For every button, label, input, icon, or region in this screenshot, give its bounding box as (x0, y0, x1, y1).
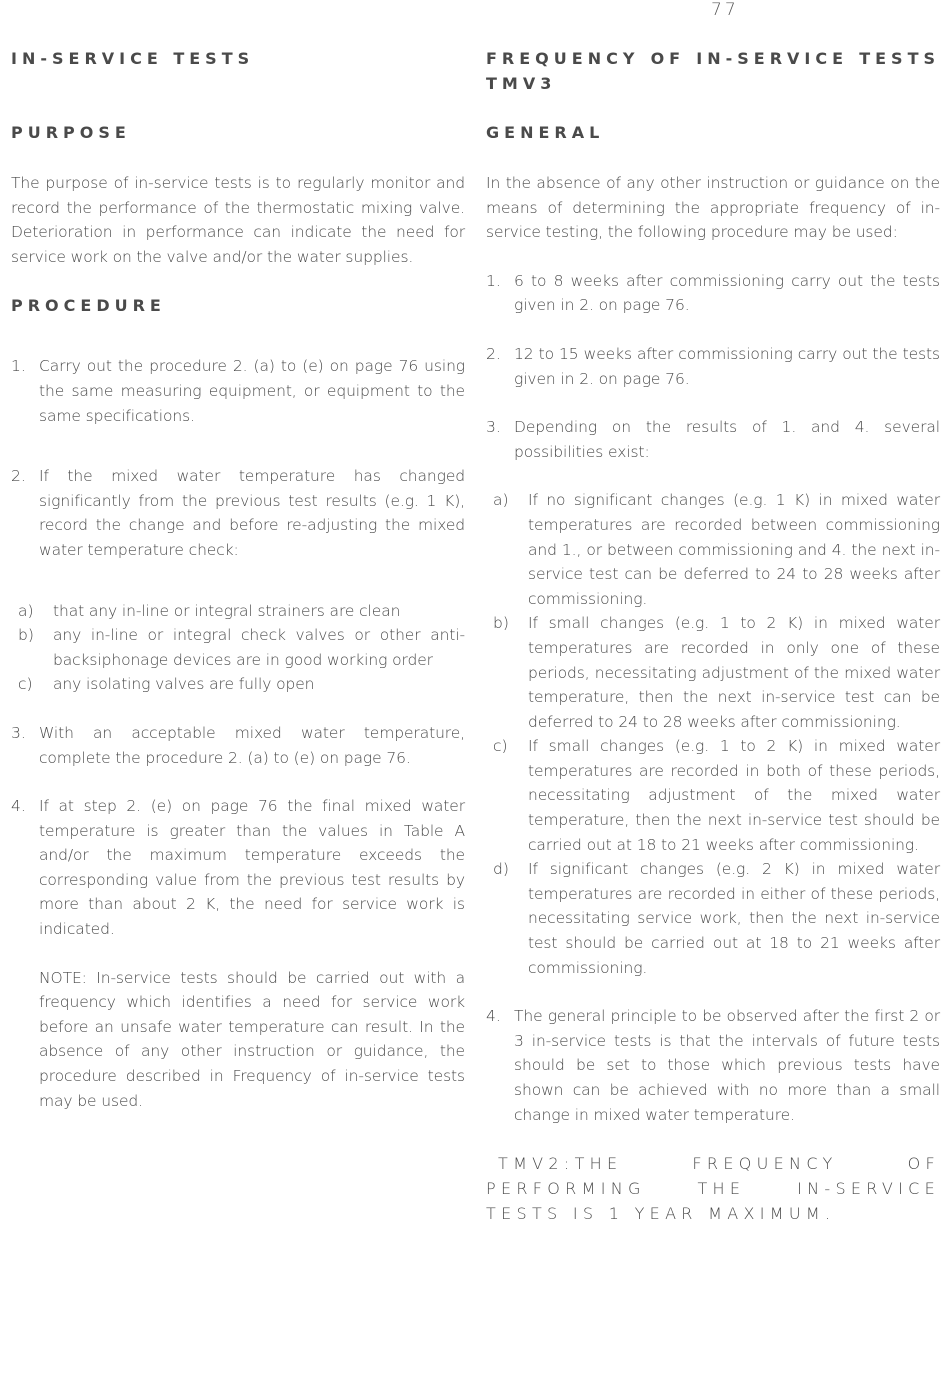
right-column (486, 46, 940, 1226)
purpose-text: The purpose of in-service tests is to regularly monitor and record the performance of the thermostatic mixing valve. Deterioration in performance can indicate the need for service work on the valve and/or the water supplies. (11, 174, 465, 266)
sub-list-text: any in-line or integral check valves or other anti-backsiphonage devices are in good working order (53, 626, 465, 669)
list-text: The general principle to be observed after the first 2 or 3 in-service tests is that the intervals of future tests should be set to those which previous tests have shown can be achieved with no more than a small change in mixed water temperature. (514, 1007, 940, 1124)
list-text: Depending on the results of 1. and 4. several possibilities exist: (514, 418, 940, 461)
frequency-title: FREQUENCY OF IN-SERVICE TESTS TMV3 (486, 49, 940, 93)
note-block (11, 966, 465, 1114)
sub-list-item (11, 623, 465, 672)
tmv2-note: TMV2:THE FREQUENCY OF PERFORMING THE IN-SERVICE TESTS IS 1 YEAR MAXIMUM. (486, 1154, 940, 1224)
list-number: 1. (486, 271, 501, 290)
list-text: Carry out the procedure 2. (a) to (e) on page 76 using the same measuring equipment, or equipment to the same specifications. (39, 357, 465, 425)
sub-list-letter: c) (493, 737, 508, 756)
sub-list-letter: d) (493, 860, 509, 879)
sub-list-item (11, 672, 465, 697)
list-number: 3. (11, 723, 26, 742)
list-text: 12 to 15 weeks after commissioning carry out the tests given in 2. on page 76. (514, 344, 940, 388)
list-text: If at step 2. (e) on page 76 the final mixed water temperature is greater than the values in Table A and/or the maximum temperature exceeds the corresponding value from the previous test results by more than about 2 K, the need for service work is indicated. (39, 797, 465, 939)
list-number: 2. (486, 344, 501, 363)
list-item (11, 354, 465, 428)
sub-list-text: If significant changes (e.g. 2 K) in mixed water temperatures are recorded in either of these periods, necessitating service work, then the next in-service test should be carried out at 18 to 21 weeks after commissioning. (528, 860, 940, 977)
sub-list-item (486, 857, 940, 980)
sub-list-letter: c) (18, 675, 33, 694)
list-item (11, 721, 465, 770)
list-item (11, 464, 465, 562)
sub-list-item (486, 488, 940, 611)
list-number: 1. (11, 357, 26, 376)
sub-list-item (486, 734, 940, 857)
sub-list-text: any isolating valves are fully open (53, 675, 315, 694)
list-item (486, 1004, 940, 1127)
list-number: 2. (11, 467, 26, 486)
list-item (486, 415, 940, 464)
sub-list-text: If no significant changes (e.g. 1 K) in mixed water temperatures are recorded between commissioning and 1., or between commissioning and 4. the next in-service test can be deferred to 24 to 28 weeks after commissioning. (528, 491, 940, 608)
left-column (11, 46, 465, 1113)
page-number: 77 (711, 0, 739, 20)
list-text: 6 to 8 weeks after commissioning carry out the tests given in 2. on page 76. (514, 271, 940, 315)
sub-list-letter: b) (493, 614, 509, 633)
list-number: 3. (486, 418, 501, 437)
general-intro: In the absence of any other instruction or guidance on the means of determining the appropriate frequency of in-service testing, the following procedure may be used: (486, 174, 940, 242)
sub-list-text: If small changes (e.g. 1 to 2 K) in mixed water temperatures are recorded in only one of these periods, necessitating adjustment of the mixed water temperature, then the next in-service test can be deferred to 24 to 28 weeks after commissioning. (528, 614, 940, 731)
sub-list-item (486, 611, 940, 734)
note-text: NOTE: In-service tests should be carried out with a frequency which identifies a need for service work before an unsafe water temperature can result. In the absence of any other instruction or guidance, the procedure described in Frequency of in-service tests may be used. (39, 968, 465, 1110)
sub-list-item (11, 599, 465, 624)
purpose-heading: PURPOSE (11, 123, 131, 142)
sub-list-text: If small changes (e.g. 1 to 2 K) in mixed water temperatures are recorded in both of these periods, necessitating adjustment of the mixed water temperature, then the next in-service test should be carried out at 18 to 21 weeks after commissioning. (528, 737, 940, 854)
section-title: IN-SERVICE TESTS (11, 49, 255, 68)
general-heading: GENERAL (486, 123, 605, 142)
list-item (11, 794, 465, 942)
sub-list-letter: b) (18, 626, 34, 645)
list-text: With an acceptable mixed water temperature, complete the procedure 2. (a) to (e) on page 76. (39, 723, 465, 767)
list-text: If the mixed water temperature has changed significantly from the previous test results (e.g. 1 K), record the change and before re-adjusting the mixed water temperature check: (39, 467, 465, 559)
sub-list-letter: a) (18, 601, 34, 620)
procedure-heading: PROCEDURE (11, 296, 166, 316)
list-item (486, 342, 940, 391)
list-item (486, 269, 940, 318)
list-number: 4. (486, 1007, 501, 1026)
sub-list-letter: a) (493, 491, 509, 510)
sub-list-text: that any in-line or integral strainers are clean (53, 601, 401, 620)
list-number: 4. (11, 797, 26, 816)
